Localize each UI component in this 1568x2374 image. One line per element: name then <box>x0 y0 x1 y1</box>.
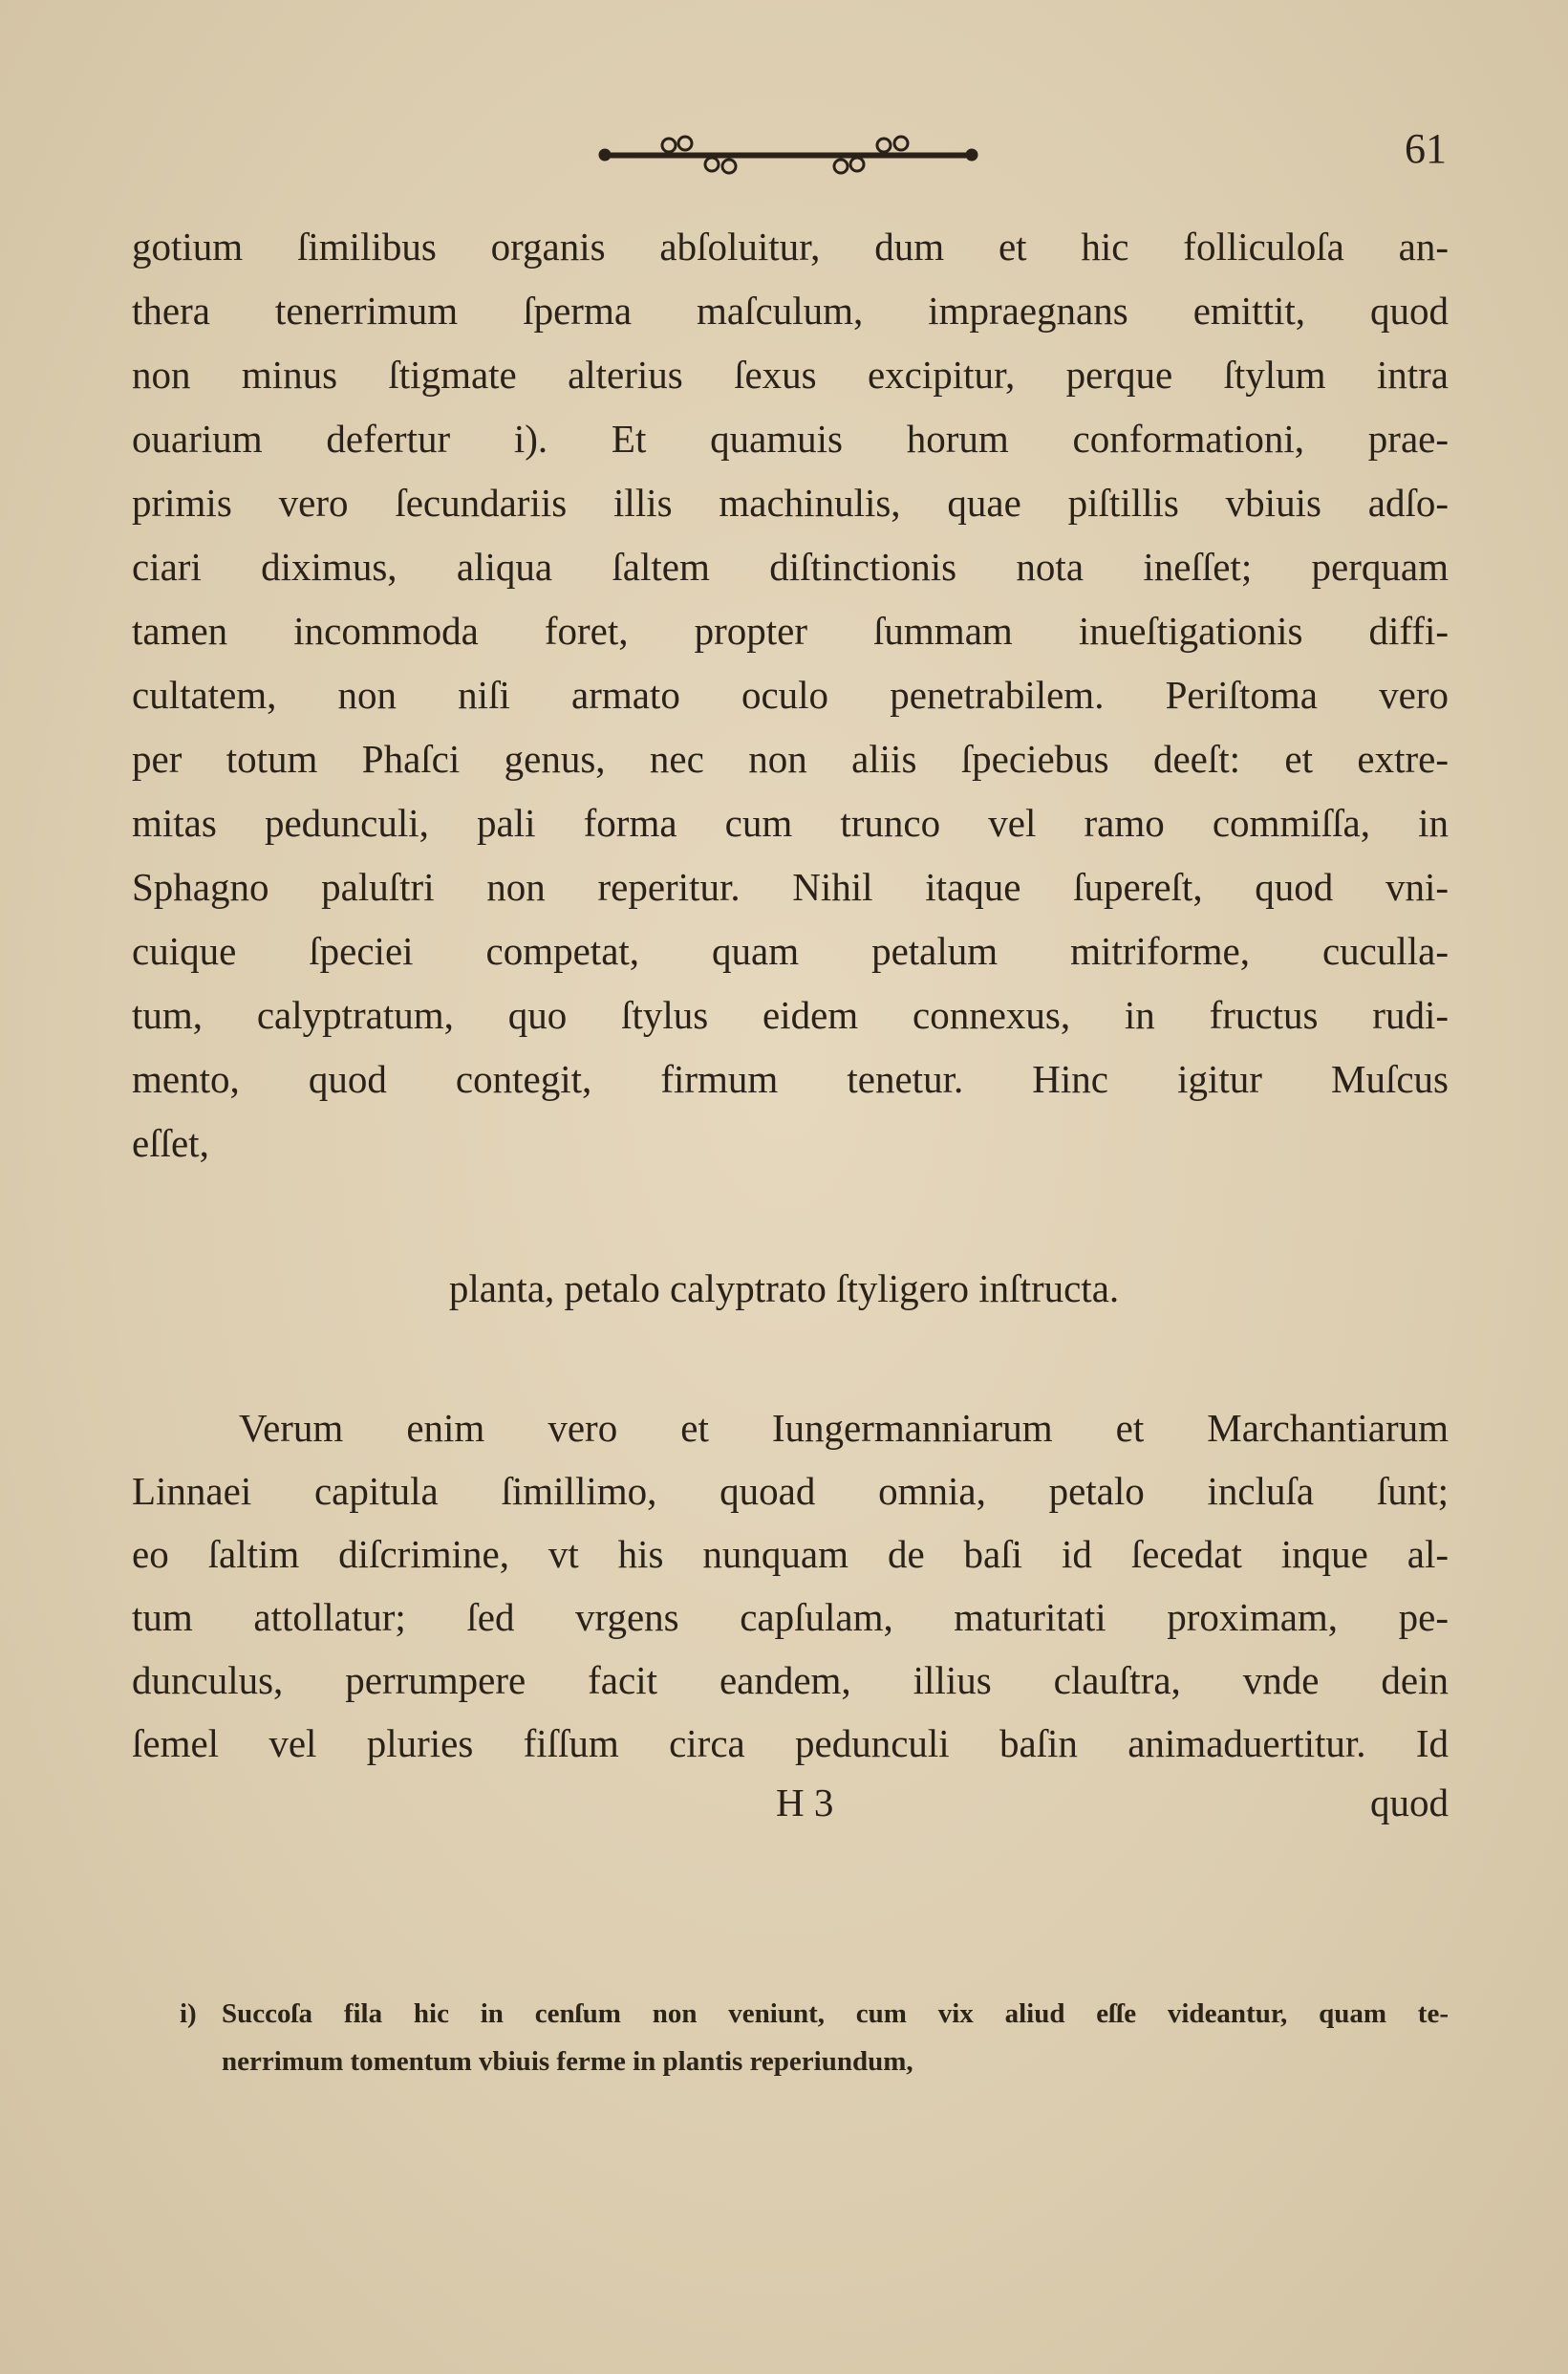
catchword: quod <box>1370 1780 1449 1824</box>
headpiece-ornament-icon <box>597 134 979 176</box>
footnote-marker: i) <box>180 1998 197 2029</box>
text-line: tum, calyptratum, quo ſtylus eidem connexus, in fructus rudi- <box>132 993 1449 1037</box>
definition-line: planta, petalo calyptrato ſtyligero inſtructa. <box>448 1266 1120 1310</box>
text-line: ſemel vel pluries fiſſum circa pedunculi baſin animaduertitur. Id <box>132 1721 1449 1765</box>
text-line: Sphagno paluſtri non reperitur. Nihil itaque ſupereſt, quod vni- <box>132 865 1449 909</box>
footnote-line: Succoſa fila hic in cenſum non veniunt, cum vix aliud eſſe videantur, quam te- <box>222 1998 1449 2029</box>
text-line: thera tenerrimum ſperma maſculum, impraegnans emittit, quod <box>132 289 1449 333</box>
text-line: non minus ſtigmate alterius ſexus excipitur, perque ſtylum intra <box>132 353 1449 397</box>
text-line: tum attollatur; ſed vrgens capſulam, maturitati proximam, pe- <box>132 1595 1449 1639</box>
page-number: 61 <box>1405 125 1447 172</box>
text-line: ouarium defertur i). Et quamuis horum conformationi, prae- <box>132 417 1449 461</box>
text-line: eſſet, <box>132 1121 209 1165</box>
text-line: Linnaei capitula ſimillimo, quoad omnia, petalo incluſa ſunt; <box>132 1469 1449 1513</box>
text-line: mento, quod contegit, firmum tenetur. Hinc igitur Muſcus <box>132 1057 1449 1101</box>
text-line: per totum Phaſci genus, nec non aliis ſpeciebus deeſt: et extre- <box>132 737 1449 781</box>
text-line: cultatem, non niſi armato oculo penetrabilem. Periſtoma vero <box>132 673 1449 717</box>
text-line: dunculus, perrumpere facit eandem, illius clauſtra, vnde dein <box>132 1658 1449 1702</box>
text-line: Verum enim vero et Iungermanniarum et Marchantiarum <box>239 1406 1449 1450</box>
text-line: tamen incommoda foret, propter ſummam inueſtigationis diffi- <box>132 609 1449 653</box>
text-line: ciari diximus, aliqua ſaltem diſtinctionis nota ineſſet; perquam <box>132 545 1449 589</box>
signature-mark: H 3 <box>776 1780 834 1824</box>
text-line: primis vero ſecundariis illis machinulis, quae piſtillis vbiuis adſo- <box>132 481 1449 525</box>
text-line: mitas pedunculi, pali forma cum trunco vel ramo commiſſa, in <box>132 801 1449 845</box>
text-line: gotium ſimilibus organis abſoluitur, dum et hic folliculoſa an- <box>132 225 1449 269</box>
text-line: eo ſaltim diſcrimine, vt his nunquam de baſi id ſecedat inque al- <box>132 1532 1449 1576</box>
footnote-line: nerrimum tomentum vbiuis ferme in plantis reperiundum, <box>222 2046 913 2077</box>
text-line: cuique ſpeciei competat, quam petalum mitriforme, cuculla- <box>132 929 1449 973</box>
